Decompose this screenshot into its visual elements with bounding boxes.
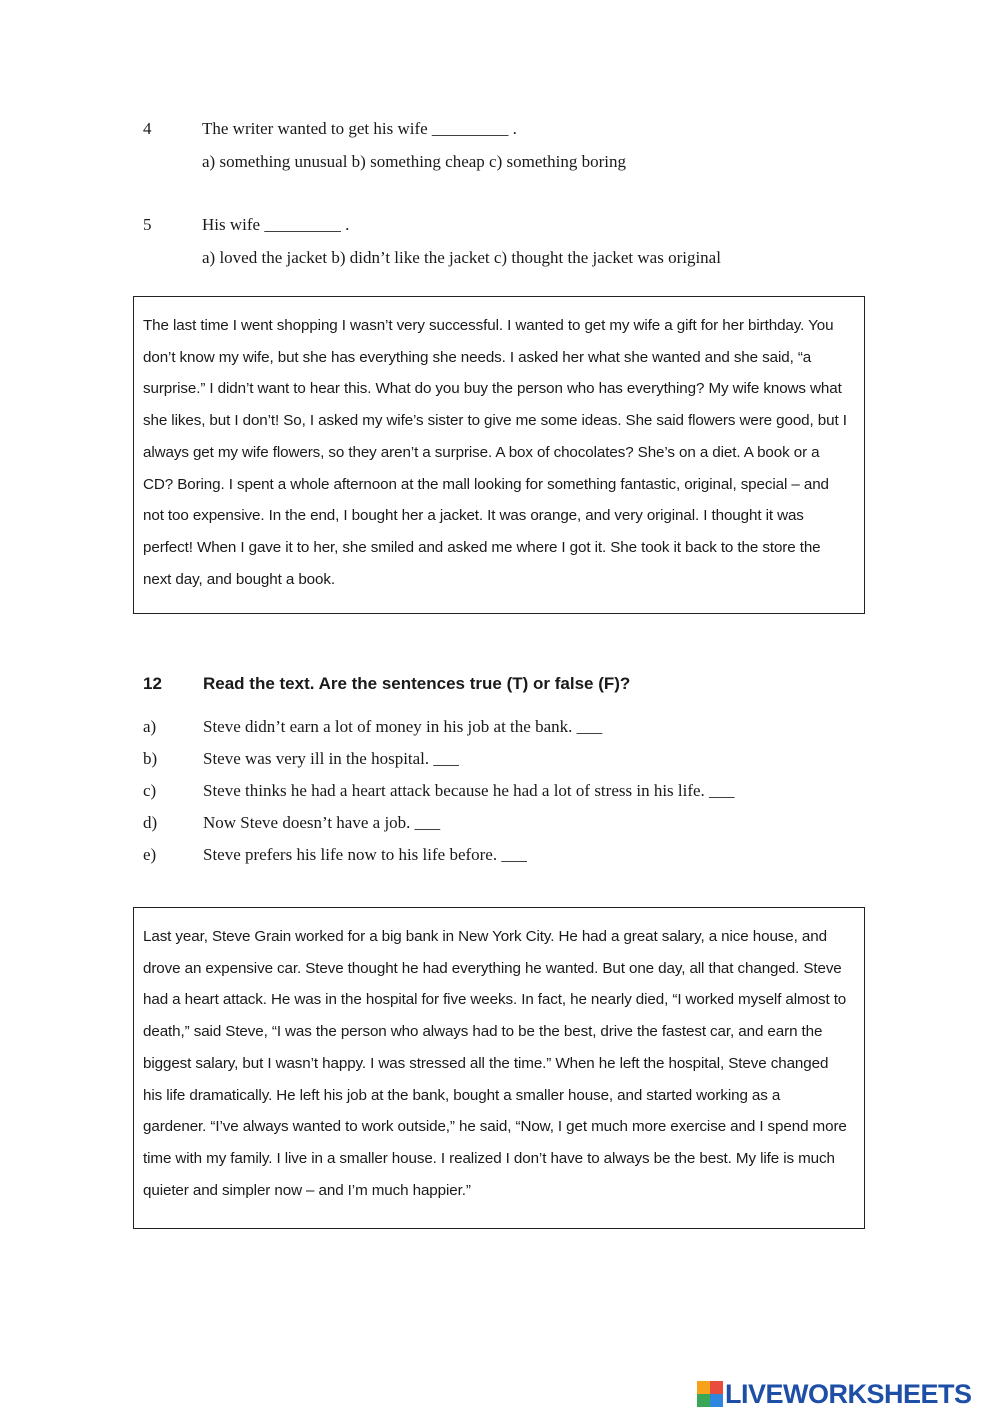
text-line: death,” said Steve, “I was the person who always had to be the best, drive the fastest car, and earn the <box>143 1023 823 1041</box>
question-stem: The writer wanted to get his wife _________ . <box>202 119 517 138</box>
text-line: The last time I went shopping I wasn’t very successful. I wanted to get my wife a gift for her birthday. You <box>143 317 834 334</box>
item-sentence[interactable]: Steve thinks he had a heart attack because he had a lot of stress in his life. ___ <box>203 781 735 800</box>
text-line: always get my wife flowers, so they aren’t a surprise. A box of chocolates? She’s on a diet. A book or a <box>143 443 820 461</box>
item-sentence[interactable]: Steve didn’t earn a lot of money in his job at the bank. ___ <box>203 717 603 736</box>
text-line: drove an expensive car. Steve thought he had everything he wanted. But one day, all that changed. Steve <box>143 959 842 977</box>
text-line: gardener. “I’ve always wanted to work outside,” he said, “Now, I get much more exercise and I spend more <box>143 1118 847 1136</box>
reading-text-shopping <box>133 296 865 614</box>
item-sentence[interactable]: Steve prefers his life now to his life before. ___ <box>203 845 527 864</box>
question-options: a) loved the jacket b) didn’t like the jacket c) thought the jacket was original <box>202 248 721 267</box>
question-options: a) something unusual b) something cheap c) something boring <box>202 152 626 171</box>
logo-wordmark: LIVEWORKSHEETS <box>725 1378 972 1409</box>
text-line: his life dramatically. He left his job at the bank, bought a smaller house, and started working as a <box>143 1086 781 1104</box>
text-line: CD? Boring. I spent a whole afternoon at the mall looking for something fantastic, original, special – and <box>143 475 829 493</box>
text-line: surprise.” I didn’t want to hear this. What do you buy the person who has everything? My wife knows what <box>143 380 842 398</box>
text-line: not too expensive. In the end, I bought her a jacket. It was orange, and very original. I thought it was <box>143 507 804 525</box>
text-line: perfect! When I gave it to her, she smiled and asked me where I got it. She took it back to the store the <box>143 538 821 556</box>
question-stem: His wife _________ . <box>202 215 350 234</box>
text-line: next day, and bought a book. <box>143 570 335 588</box>
text-line: quieter and simpler now – and I’m much happier.” <box>143 1181 471 1199</box>
text-line: don’t know my wife, but she has everything she needs. I asked her what she wanted and she said, “a <box>143 348 812 366</box>
item-letter: c) <box>143 781 157 800</box>
item-letter: d) <box>143 813 158 832</box>
text-line: had a heart attack. He was in the hospital for five weeks. In fact, he nearly died, “I worked myself almost to <box>143 991 847 1009</box>
section-title: Read the text. Are the sentences true (T) or false (F)? <box>203 674 631 693</box>
item-letter: e) <box>143 845 157 864</box>
liveworksheets-logo <box>697 1379 972 1409</box>
item-letter: b) <box>143 749 158 768</box>
logo-icon <box>697 1381 723 1407</box>
item-letter: a) <box>143 717 157 736</box>
question-number: 4 <box>143 119 152 138</box>
text-line: she likes, but I don’t! So, I asked my wife’s sister to give me some ideas. She said flowers were good, but I <box>143 412 847 430</box>
reading-text-steve <box>133 907 865 1229</box>
text-line: biggest salary, but I wasn’t happy. I was stressed all the time.” When he left the hospital, Steve changed <box>143 1054 829 1072</box>
text-line: Last year, Steve Grain worked for a big bank in New York City. He had a great salary, a nice house, and <box>143 928 827 945</box>
question-number: 5 <box>143 215 152 234</box>
item-sentence[interactable]: Now Steve doesn’t have a job. ___ <box>203 813 441 832</box>
item-sentence[interactable]: Steve was very ill in the hospital. ___ <box>203 749 459 768</box>
text-line: time with my family. I live in a smaller house. I realized I don’t have to always be the best. My life is much <box>143 1149 835 1167</box>
section-number: 12 <box>143 674 162 693</box>
